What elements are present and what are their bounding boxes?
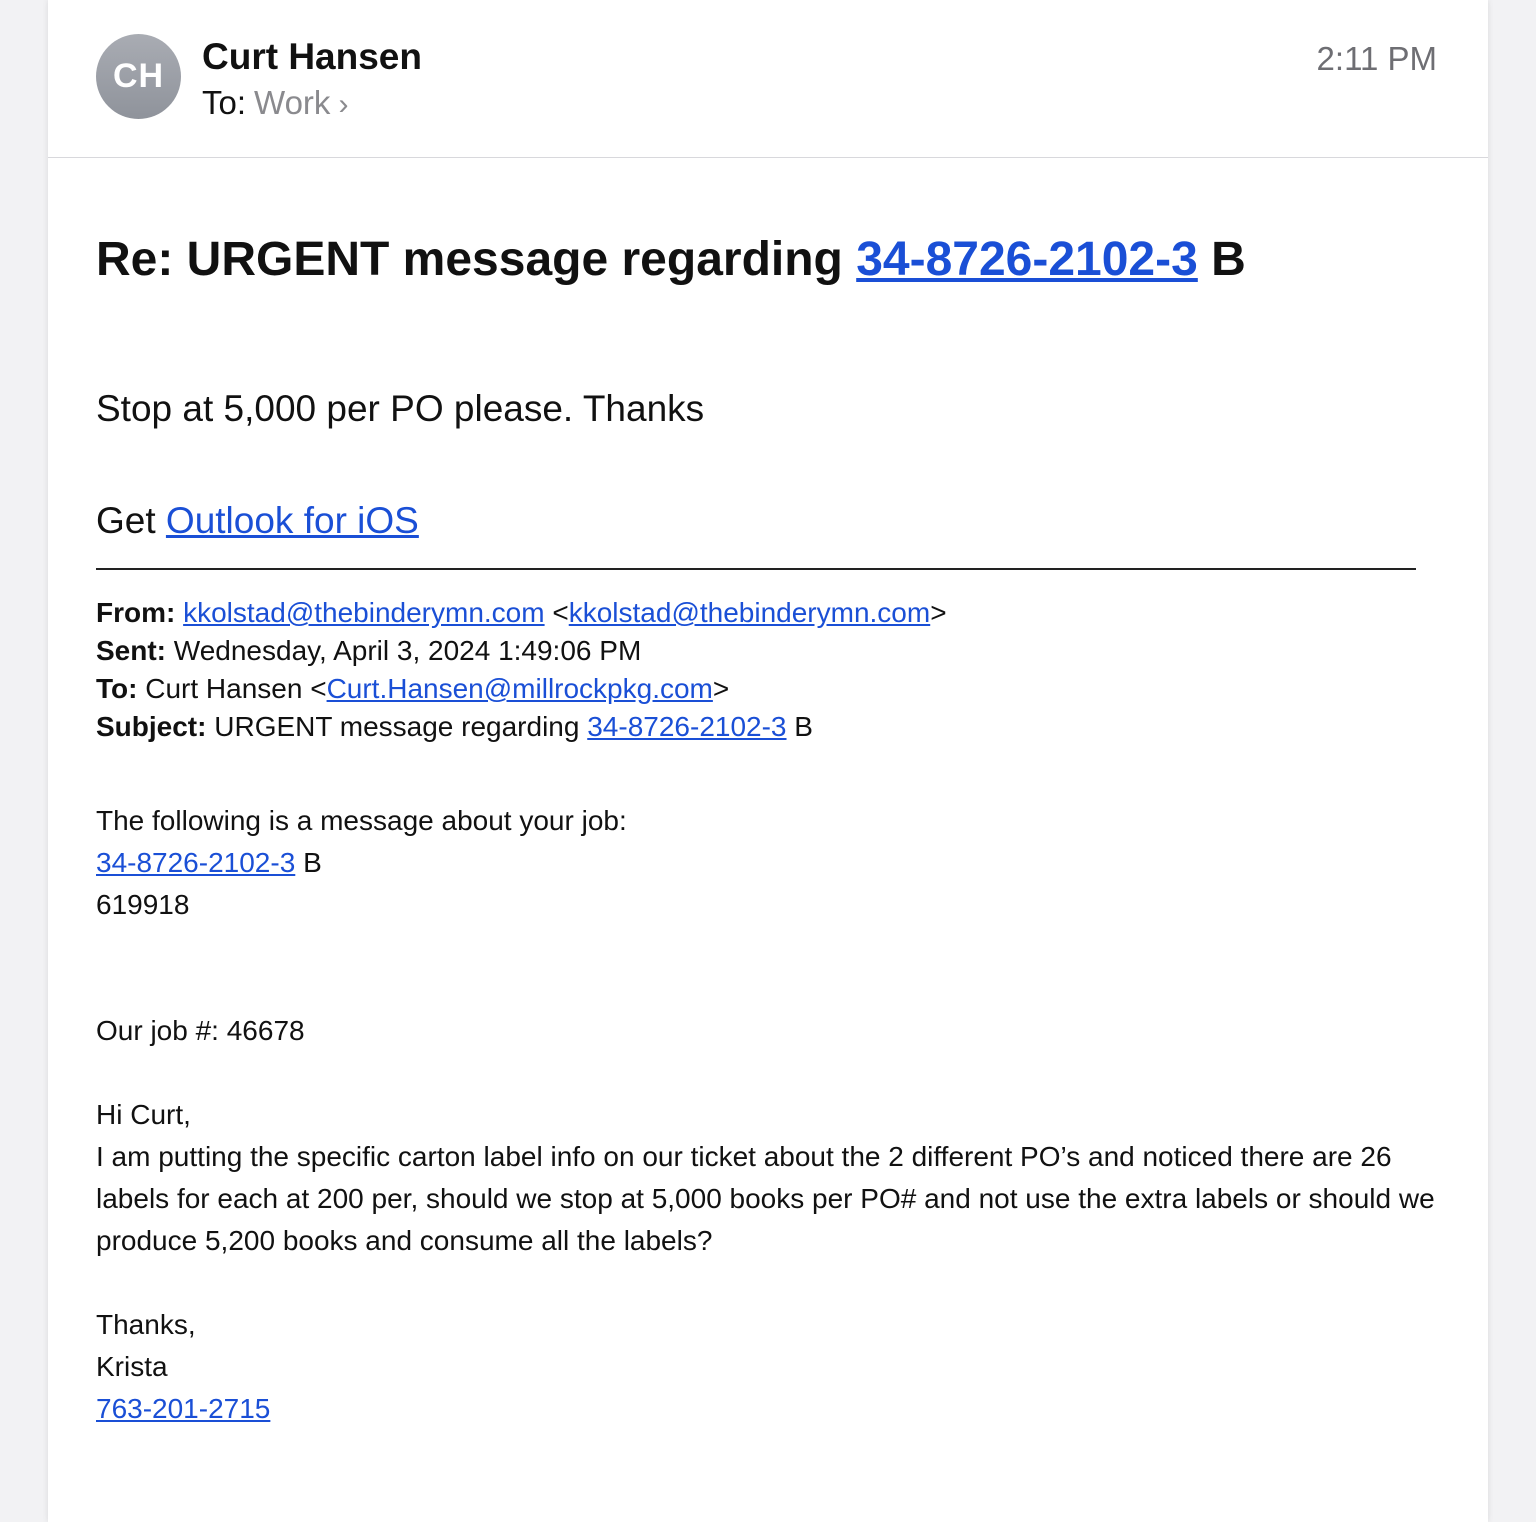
subject-prefix: Re: URGENT message regarding (96, 233, 843, 286)
email-card (48, 0, 1488, 1522)
chevron-right-icon[interactable]: › (338, 88, 349, 121)
recipient-value[interactable]: Work (254, 84, 331, 121)
quoted-from-row: From: kkolstad@thebinderymn.com <kkolstad@thebinderymn.com> (96, 597, 947, 628)
quoted-sent-row (96, 632, 947, 670)
message-job-suffix: B (303, 847, 322, 878)
spacer (96, 1262, 1436, 1304)
get-prefix: Get (96, 500, 156, 541)
phone-row (96, 1388, 1436, 1430)
sender-name[interactable]: Curt Hansen (202, 36, 422, 77)
spacer (96, 926, 1436, 1010)
quoted-to-row: To: Curt Hansen <Curt.Hansen@millrockpkg.com> (96, 673, 730, 704)
quoted-subject-prefix: URGENT message regarding (214, 711, 580, 742)
subject-suffix: B (1211, 233, 1246, 286)
recipient-line[interactable] (202, 84, 348, 122)
quoted-to-label: To: (96, 673, 138, 704)
job-ref-row (96, 842, 1436, 884)
job-code: 619918 (96, 889, 190, 920)
quoted-to-name: Curt Hansen (145, 673, 303, 704)
subject-job-link[interactable]: 34-8726-2102-3 (856, 233, 1198, 286)
avatar[interactable]: CH (96, 34, 181, 119)
signature-name: Krista (96, 1351, 168, 1382)
greeting: Hi Curt, (96, 1099, 191, 1130)
from-email-bracket-link[interactable]: kkolstad@thebinderymn.com (568, 597, 931, 628)
from-label: From: (96, 597, 176, 628)
signoff: Thanks, (96, 1309, 196, 1340)
quoted-header (96, 594, 947, 746)
from-email-link[interactable]: kkolstad@thebinderymn.com (183, 597, 545, 628)
quoted-subject-suffix: B (794, 711, 813, 742)
outlook-ios-link[interactable]: Outlook for iOS (165, 500, 419, 541)
email-header (48, 0, 1488, 158)
message-intro: The following is a message about your job: (96, 805, 627, 836)
reply-text: Stop at 5,000 per PO please. Thanks (96, 388, 705, 429)
outlook-signature (96, 500, 419, 542)
message-body (96, 800, 1436, 1430)
sent-value: Wednesday, April 3, 2024 1:49:06 PM (173, 635, 642, 666)
phone-link[interactable]: 763-201-2715 (96, 1393, 271, 1424)
to-label: To: (202, 84, 247, 121)
our-job-number: Our job #: 46678 (96, 1015, 305, 1046)
quoted-subject-job-link[interactable]: 34-8726-2102-3 (587, 711, 787, 742)
quoted-subject-row (96, 708, 947, 746)
timestamp: 2:11 PM (1316, 40, 1437, 77)
divider (96, 568, 1416, 570)
quoted-to-email-link[interactable]: Curt.Hansen@millrockpkg.com (326, 673, 713, 704)
message-job-link[interactable]: 34-8726-2102-3 (96, 847, 296, 878)
sent-label: Sent: (96, 635, 166, 666)
email-subject (96, 232, 1246, 287)
spacer (96, 1052, 1436, 1094)
message-paragraph: I am putting the specific carton label info on our ticket about the 2 different PO’s and noticed there are 26 labels for each at 200 per, should we stop at 5,000 books per PO# and not use the extra labels or should we produce 5,200 books and consume all the labels? (96, 1141, 1435, 1256)
quoted-subject-label: Subject: (96, 711, 207, 742)
